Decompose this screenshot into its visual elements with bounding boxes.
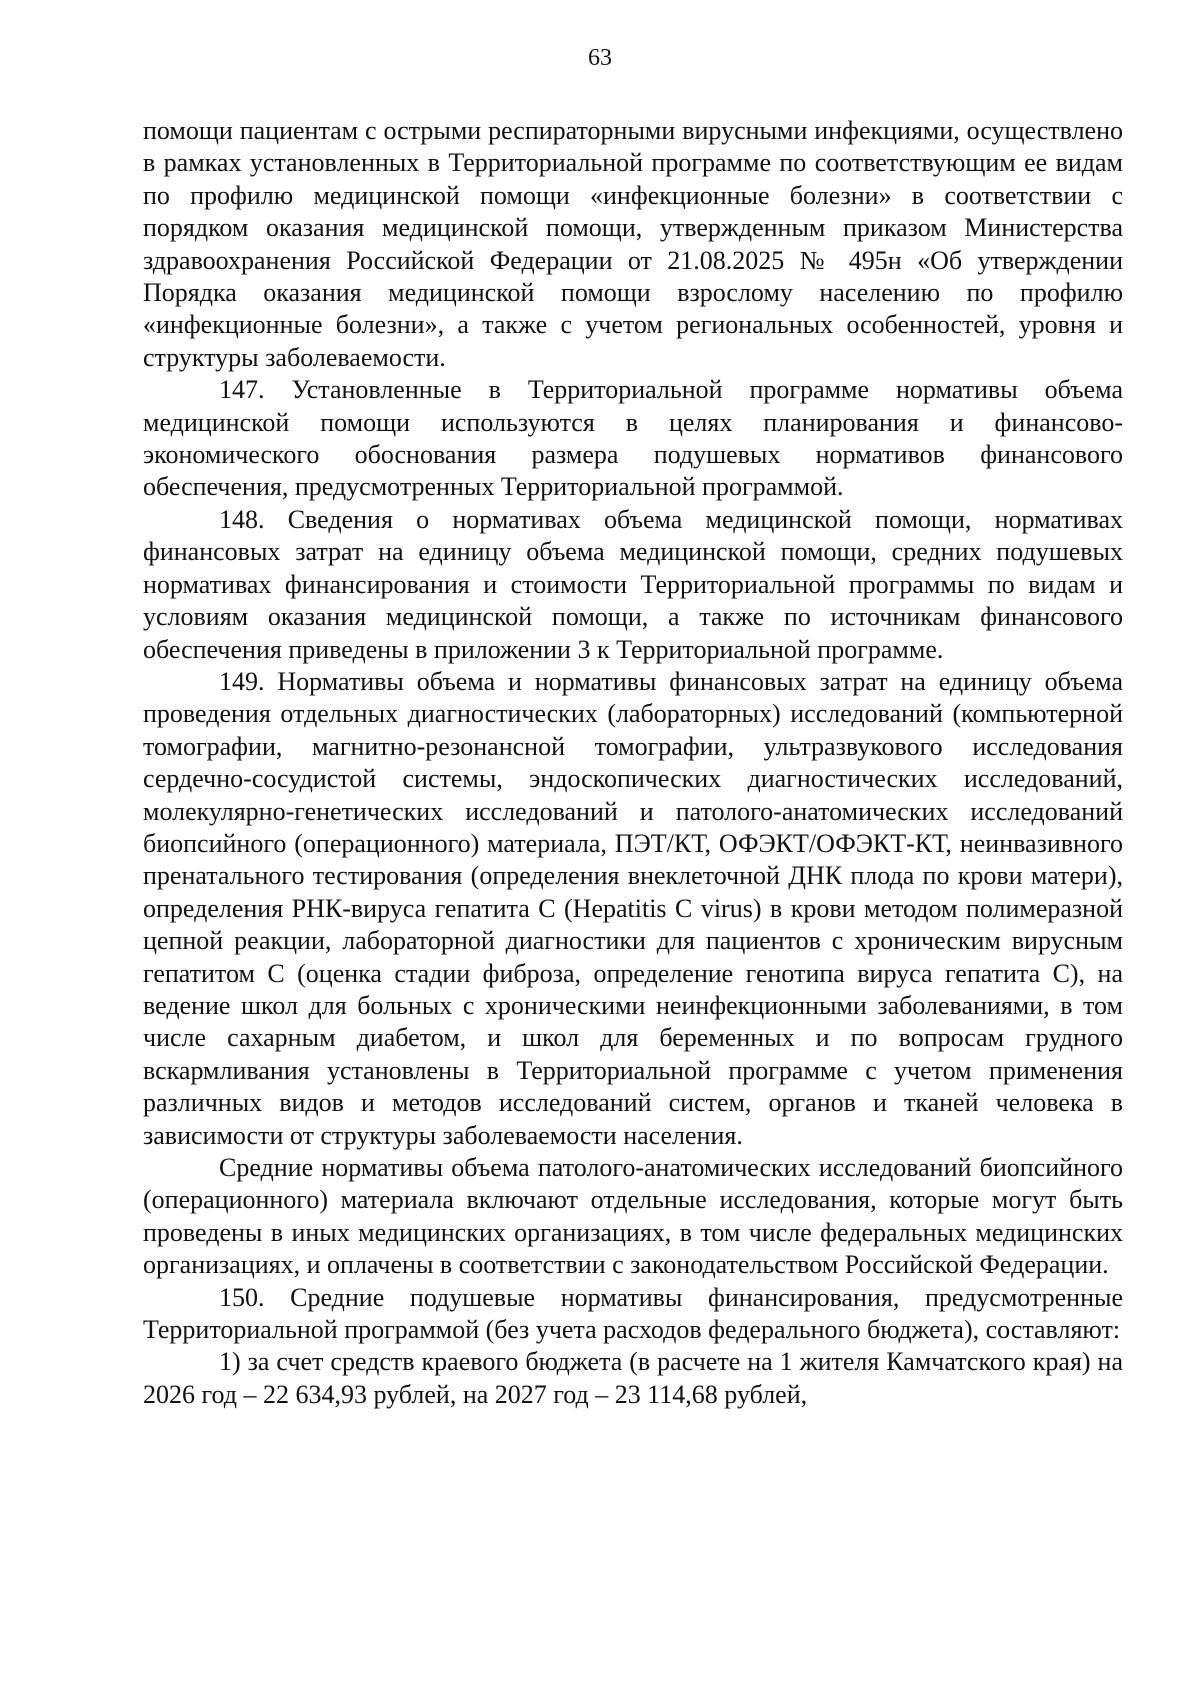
page-number: 63 bbox=[588, 45, 612, 71]
paragraph-149: 149. Нормативы объема и нормативы финансовых затрат на единицу объема проведения отдельных диагностических (лабораторных) исследований (компьютерной томографии, магнитно-резонансной томографии, ультразвукового исследования сердечно-сосудистой системы, эндоскопических диагностических исследований, молекулярно-генетических исследований и патолого-анатомических исследований биопсийного (операционного) материала, ПЭТ/КТ, ОФЭКТ/ОФЭКТ-КТ, неинвазивного пренатального тестирования (определения внеклеточной ДНК плода по крови матери), определения РНК-вируса гепатита С (Hepatitis C virus) в крови методом полимеразной цепной реакции, лабораторной диагностики для пациентов с хроническим вирусным гепатитом С (оценка стадии фиброза, определение генотипа вируса гепатита С), на ведение школ для больных с хроническими неинфекционными заболеваниями, в том числе сахарным диабетом, и школ для беременных и по вопросам грудного вскармливания установлены в Территориальной программе с учетом применения различных видов и методов исследований систем, органов и тканей человека в зависимости от структуры заболеваемости населения. bbox=[143, 666, 1123, 1150]
paragraph-147: 147. Установленные в Территориальной программе нормативы объема медицинской помощи используются в целях планирования и финансово-экономического обоснования размера подушевых нормативов финансового обеспечения, предусмотренных Территориальной программой. bbox=[143, 375, 1123, 502]
paragraph-150-item-1: 1) за счет средств краевого бюджета (в расчете на 1 жителя Камчатского края) на 2026 год – 22 634,93 рублей, на 2027 год – 23 114,68 рублей, bbox=[143, 1347, 1123, 1409]
paragraph-continuation: помощи пациентам с острыми респираторными вирусными инфекциями, осуществлено в рамках установленных в Территориальной программе по соответствующим ее видам по профилю медицинской помощи «инфекционные болезни» в соответствии с порядком оказания медицинской помощи, утвержденным приказом Министерства здравоохранения Российской Федерации от 21.08.2025 № 495н «Об утверждении Порядка оказания медицинской помощи взрослому населению по профилю «инфекционные болезни», а также с учетом региональных особенностей, уровня и структуры заболеваемости. bbox=[143, 116, 1123, 372]
document-body bbox=[143, 115, 1123, 1411]
paragraph-150: 150. Средние подушевые нормативы финансирования, предусмотренные Территориальной программой (без учета расходов федерального бюджета), составляют: bbox=[143, 1282, 1123, 1345]
paragraph-149-note: Средние нормативы объема патолого-анатомических исследований биопсийного (операционного) материала включают отдельные исследования, которые могут быть проведены в иных медицинских организациях, в том числе федеральных медицинских организациях, и оплачены в соответствии с законодательством Российской Федерации. bbox=[143, 1153, 1123, 1280]
paragraph-148: 148. Сведения о нормативах объема медицинской помощи, нормативах финансовых затрат на единицу объема медицинской помощи, средних подушевых нормативах финансирования и стоимости Территориальной программы по видам и условиям оказания медицинской помощи, а также по источникам финансового обеспечения приведены в приложении 3 к Территориальной программе. bbox=[143, 504, 1123, 664]
